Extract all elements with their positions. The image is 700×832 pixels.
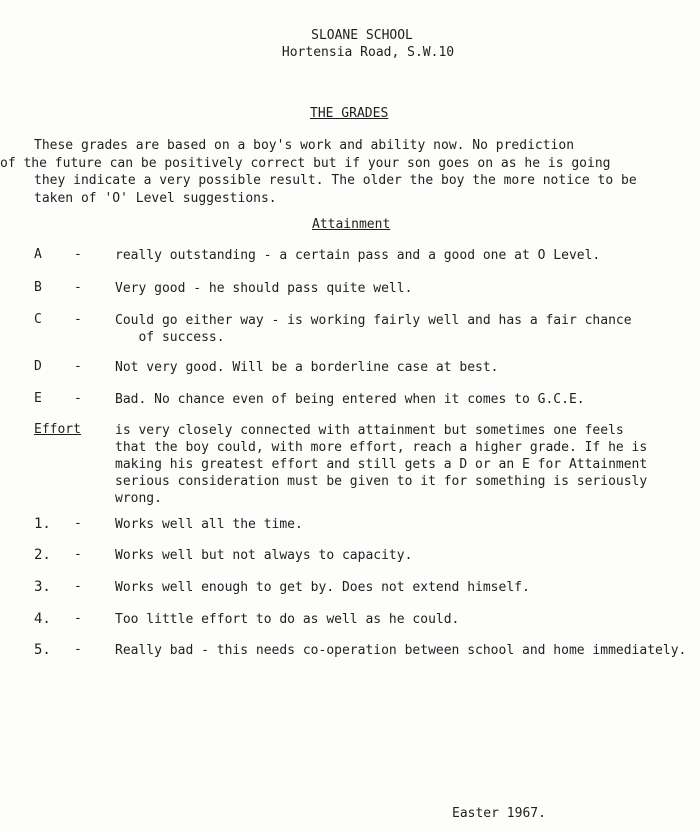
grade-dash: - xyxy=(74,391,82,406)
intro-line: of the future can be positively correct but if your son goes on as he is going xyxy=(0,155,611,171)
school-name: SLOANE SCHOOL xyxy=(311,28,413,43)
effort-code: 1. xyxy=(34,516,51,532)
effort-dash: - xyxy=(74,611,82,626)
effort-code: 2. xyxy=(34,547,51,563)
grade-description: Not very good. Will be a borderline case at best. xyxy=(115,360,499,375)
grade-code: A xyxy=(34,247,42,262)
grade-code: E xyxy=(34,391,42,406)
grade-code: B xyxy=(34,280,42,295)
grade-dash: - xyxy=(74,247,82,262)
effort-line: that the boy could, with more effort, reach a higher grade. If he is xyxy=(115,440,648,455)
grade-description: Very good - he should pass quite well. xyxy=(115,281,413,296)
effort-grade-description: Too little effort to do as well as he could. xyxy=(115,612,460,627)
intro-line: These grades are based on a boy's work and ability now. No prediction xyxy=(34,138,575,153)
attainment-heading: Attainment xyxy=(312,217,391,232)
effort-code: 4. xyxy=(34,611,51,627)
effort-grade-description: Really bad - this needs co-operation between school and home immediately. xyxy=(115,643,687,658)
grade-line: Could go either way - is working fairly well and has a fair chance xyxy=(115,313,632,328)
effort-line: wrong. xyxy=(115,491,162,506)
document-date: Easter 1967. xyxy=(452,806,546,821)
grade-description xyxy=(115,312,695,346)
effort-code: 5. xyxy=(34,642,51,658)
effort-grade-description: Works well enough to get by. Does not extend himself. xyxy=(115,580,530,595)
grade-dash: - xyxy=(74,280,82,295)
grade-dash: - xyxy=(74,312,82,327)
grade-line: of success. xyxy=(115,330,225,345)
effort-description xyxy=(115,422,695,507)
intro-paragraph xyxy=(0,137,674,207)
effort-dash: - xyxy=(74,579,82,594)
effort-code: 3. xyxy=(34,579,51,595)
effort-dash: - xyxy=(74,547,82,562)
grade-description: Bad. No chance even of being entered when it comes to G.C.E. xyxy=(115,392,585,407)
grade-description: really outstanding - a certain pass and a good one at O Level. xyxy=(115,248,601,263)
grade-code: D xyxy=(34,359,42,374)
effort-grade-description: Works well all the time. xyxy=(115,517,303,532)
effort-line: is very closely connected with attainment but sometimes one feels xyxy=(115,423,624,438)
document-title: THE GRADES xyxy=(310,106,389,121)
effort-line: making his greatest effort and still gets a D or an E for Attainment xyxy=(115,457,648,472)
intro-line: taken of 'O' Level suggestions. xyxy=(34,190,277,206)
effort-dash: - xyxy=(74,516,82,531)
intro-line: they indicate a very possible result. The older the boy the more notice to be xyxy=(34,173,637,188)
effort-grade-description: Works well but not always to capacity. xyxy=(115,548,413,563)
effort-heading: Effort xyxy=(34,422,81,437)
school-address: Hortensia Road, S.W.10 xyxy=(281,45,455,60)
grade-code: C xyxy=(34,312,42,327)
effort-dash: - xyxy=(74,642,82,657)
grade-dash: - xyxy=(74,359,82,374)
effort-line: serious consideration must be given to it for something is seriously xyxy=(115,474,648,489)
